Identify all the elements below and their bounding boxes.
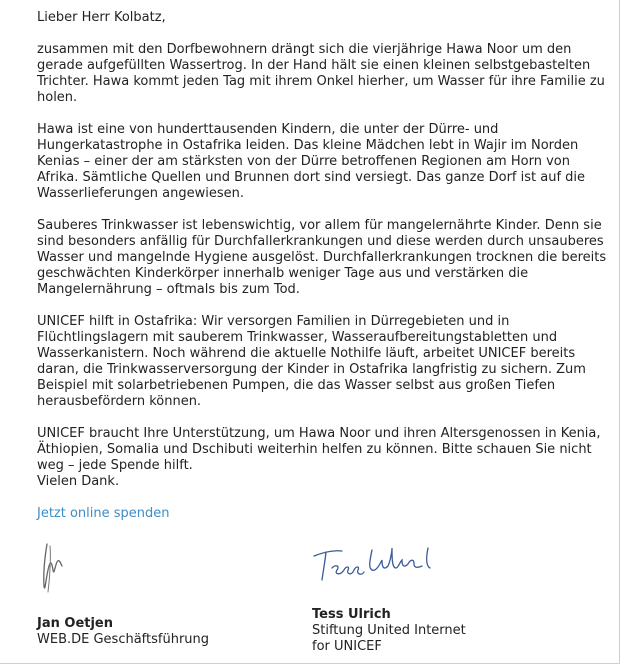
letter-paragraph: Sauberes Trinkwasser ist lebenswichtig, vor allem für mangelernährte Kinder. Denn sie sind besonders anfällig für Durchfallerkrankungen und diese werden durch unsauberes Wasser und mangelnde Hygiene ausgelöst. Durchfallerkrankungen trocknen die bereits geschwächten Kinderkörper innerhalb weniger Tage aus und verstärken die Mangelernährung – oftmals bis zum Tod. — [37, 218, 607, 297]
letter-closing: Vielen Dank. — [37, 474, 120, 489]
signer-right-org: Stiftung United Internet — [312, 623, 466, 638]
signer-left — [37, 616, 209, 648]
letter-paragraph: UNICEF hilft in Ostafrika: Wir versorgen Familien in Dürregebieten und in Flüchtlingslagern mit sauberem Trinkwasser, Wasseraufbereitungstabletten und Wasserkanistern. Noch während die aktuelle Nothilfe läuft, arbeitet UNICEF bereits daran, die Trinkwasserversorgung der Kinder in Ostafrika langfristig zu sichern. Zum Beispiel mit solarbetriebenen Pumpen, die das Wasser selbst aus großen Tiefen herausbefördern können. — [37, 314, 586, 409]
signature-tess-ulrich — [310, 538, 440, 588]
signature-jan-oetjen — [37, 536, 97, 600]
signer-right — [312, 607, 466, 655]
signer-left-name: Jan Oetjen — [37, 616, 114, 631]
signer-right-org2: for UNICEF — [312, 639, 382, 654]
donate-online-link[interactable]: Jetzt online spenden — [37, 506, 170, 521]
letter-paragraph: UNICEF braucht Ihre Unterstützung, um Hawa Noor und ihren Altersgenossen in Kenia, Äthiopien, Somalia und Dschibuti weiterhin helfen zu können. Bitte schauen Sie nicht weg – jede Spende hilft. — [37, 426, 601, 473]
signer-left-role: WEB.DE Geschäftsführung — [37, 632, 210, 647]
signer-right-name: Tess Ulrich — [312, 607, 391, 622]
letter-greeting: Lieber Herr Kolbatz, — [37, 10, 166, 25]
letter-paragraph: Hawa ist eine von hunderttausenden Kindern, die unter der Dürre- und Hungerkatastrophe in Ostafrika leiden. Das kleine Mädchen lebt in Wajir im Norden Kenias – einer der am stärksten von der Dürre betroffenen Regionen am Horn von Afrika. Sämtliche Quellen und Brunnen dort sind versiegt. Das ganze Dorf ist auf die Wasserlieferungen angewiesen. — [37, 122, 586, 201]
letter-body — [37, 10, 607, 490]
letter-paragraph: zusammen mit den Dorfbewohnern drängt sich die vierjährige Hawa Noor um den gerade aufgefüllten Wassertrog. In der Hand hält sie einen kleinen selbstgebastelten Trichter. Hawa kommt jeden Tag mit ihrem Onkel hierher, um Wasser für ihre Familie zu holen. — [37, 42, 605, 105]
